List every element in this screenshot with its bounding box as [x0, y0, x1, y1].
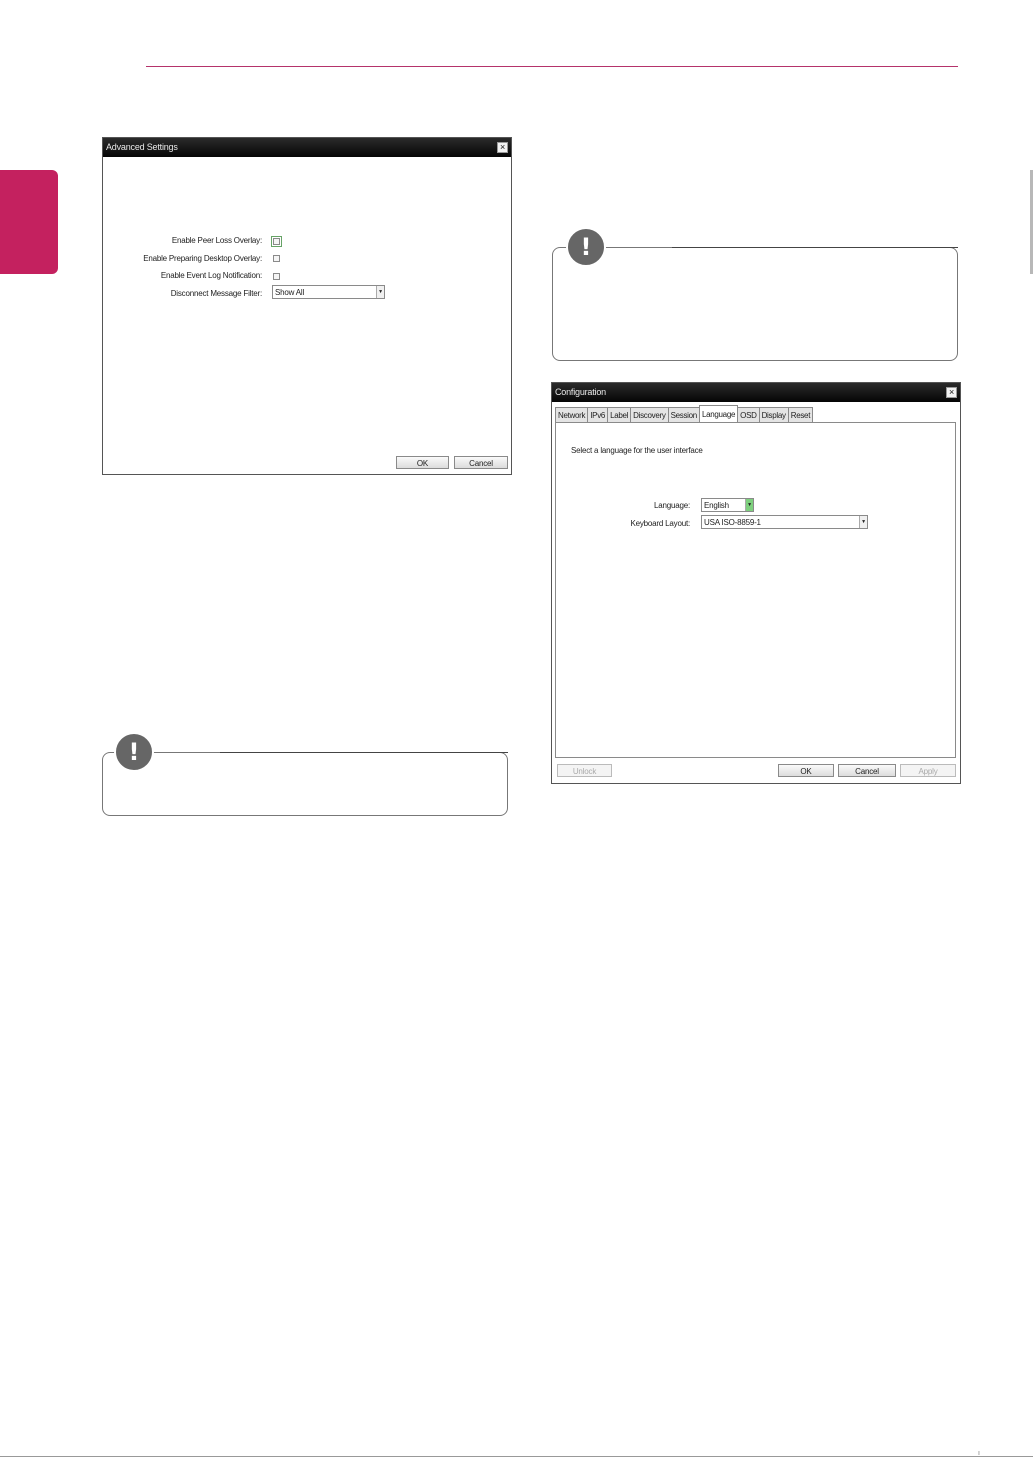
event-log-notification-checkbox[interactable] [273, 273, 280, 280]
apply-button[interactable]: Apply [900, 764, 956, 777]
tab-label[interactable]: Label [607, 407, 631, 422]
configuration-titlebar[interactable] [552, 383, 960, 402]
advanced-settings-titlebar[interactable] [103, 138, 511, 157]
language-value: English [704, 501, 729, 510]
language-description: Select a language for the user interface [571, 446, 703, 455]
language-label: Language: [653, 501, 690, 510]
page-marker: ı [978, 1450, 980, 1457]
note-icon: ! [114, 732, 154, 772]
preparing-desktop-overlay-label: Enable Preparing Desktop Overlay: [143, 254, 262, 263]
configuration-close-button[interactable]: × [946, 387, 957, 398]
disconnect-filter-select[interactable] [272, 285, 385, 299]
note-box-top [552, 247, 958, 361]
ok-button[interactable]: OK [396, 456, 449, 469]
event-log-notification-label: Enable Event Log Notification: [160, 271, 262, 280]
chevron-down-icon: ▼ [745, 499, 753, 511]
advanced-settings-close-button[interactable]: × [497, 142, 508, 153]
tab-reset[interactable]: Reset [788, 407, 813, 422]
chevron-down-icon: ▼ [376, 286, 384, 298]
cancel-button[interactable]: Cancel [454, 456, 508, 469]
disconnect-filter-value: Show All [275, 288, 305, 297]
tab-session[interactable]: Session [668, 407, 700, 422]
cancel-button[interactable]: Cancel [838, 764, 896, 777]
advanced-settings-title: Advanced Settings [106, 142, 178, 152]
tab-ipv6[interactable]: IPv6 [587, 407, 608, 422]
peer-loss-overlay-label: Enable Peer Loss Overlay: [171, 236, 262, 245]
tab-language[interactable]: Language [699, 405, 738, 422]
keyboard-layout-value: USA ISO-8859-1 [704, 518, 761, 527]
ok-button[interactable]: OK [778, 764, 834, 777]
header-rule [146, 66, 958, 67]
note-rule [672, 247, 958, 248]
tab-discovery[interactable]: Discovery [630, 407, 668, 422]
config-tab-bar [555, 407, 812, 422]
note-icon: ! [566, 227, 606, 267]
peer-loss-overlay-checkbox[interactable] [273, 238, 280, 245]
tab-display[interactable]: Display [759, 407, 789, 422]
language-select[interactable] [701, 498, 754, 512]
language-tab-panel [555, 422, 956, 758]
tab-network[interactable]: Network [555, 407, 588, 422]
preparing-desktop-overlay-checkbox[interactable] [273, 255, 280, 262]
keyboard-layout-label: Keyboard Layout: [630, 519, 690, 528]
chapter-side-tab [0, 170, 58, 274]
configuration-title: Configuration [555, 387, 606, 397]
chevron-down-icon: ▼ [859, 516, 867, 528]
advanced-settings-window [102, 137, 512, 475]
unlock-button[interactable]: Unlock [557, 764, 612, 777]
configuration-window [551, 382, 961, 784]
tab-osd[interactable]: OSD [737, 407, 759, 422]
note-box-bottom [102, 752, 508, 816]
keyboard-layout-select[interactable] [701, 515, 868, 529]
footer-rule [0, 1456, 1033, 1457]
note-rule [220, 752, 508, 753]
disconnect-filter-label: Disconnect Message Filter: [170, 289, 262, 298]
